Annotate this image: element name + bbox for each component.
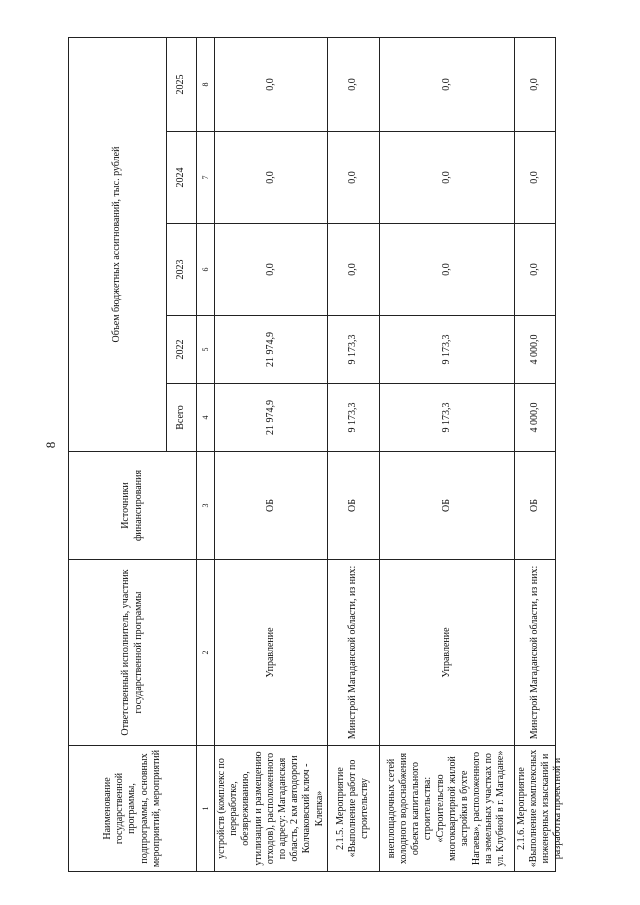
header-year-2025: 2025 [167,38,197,132]
row-2024: 0,0 [514,132,555,224]
header-year-2023: 2023 [167,224,197,316]
header-name: Наименование государственной программы, подпрограммы, основных мероприятий, мероприятий [69,746,197,872]
column-index: 1 [197,746,215,872]
column-index: 3 [197,452,215,560]
header-source: Источники финансирования [69,452,197,560]
row-source: ОБ [379,452,514,560]
row-2024: 0,0 [215,132,328,224]
header-total: Всего [167,384,197,452]
row-2025: 0,0 [215,38,328,132]
row-2022: 4 000,0 [514,316,555,384]
column-index: 7 [197,132,215,224]
row-source: ОБ [215,452,328,560]
column-index: 6 [197,224,215,316]
rotated-page [68,38,564,872]
row-2023: 0,0 [379,224,514,316]
row-total: 9 173,3 [327,384,379,452]
row-2022: 9 173,3 [327,316,379,384]
page-number: 8 [43,441,58,449]
header-volume: Объем бюджетных ассигнований, тыс. рублей [69,38,167,452]
row-name: внеплощадочных сетей холодного водоснабжения объекта капитального строительства: «Строительство многоквартирной жилой застройки в бухте Нагаева», расположенного на земельных участках по ул. Клубной в г. Магадане» [379,746,514,872]
row-total: 21 974,9 [215,384,328,452]
header-year-2024: 2024 [167,132,197,224]
row-name-cell [514,746,564,872]
row-2024: 0,0 [327,132,379,224]
row-name: 2.1.5. Мероприятие «Выполнение работ по строительству [327,746,379,872]
row-total: 4 000,0 [514,384,555,452]
row-2025: 0,0 [379,38,514,132]
table-row [514,38,555,872]
row-total: 9 173,3 [379,384,514,452]
table-row [379,38,514,872]
budget-table [68,37,564,872]
row-executor: Управление [215,560,328,746]
header-year-2022: 2022 [167,316,197,384]
table-row [327,38,379,872]
row-name: 2.1.6. Мероприятие «Выполнение комплексных инженерных изысканий и разработка проектной и [515,749,564,868]
row-2023: 0,0 [215,224,328,316]
row-source: ОБ [327,452,379,560]
row-2023: 0,0 [327,224,379,316]
row-executor: Минстрой Магаданской области, из них: [327,560,379,746]
row-source: ОБ [514,452,555,560]
row-2023: 0,0 [514,224,555,316]
column-index: 5 [197,316,215,384]
row-2025: 0,0 [514,38,555,132]
row-name: устройств (комплекс по переработке, обезвреживанию, утилизации и размещению отходов), расположенного по адресу: Магаданская область, 2 км автодороги Колчаковский ключ - Клепка» [215,746,328,872]
column-index: 2 [197,560,215,746]
table-row [215,38,328,872]
column-index-row [197,38,215,872]
row-2024: 0,0 [379,132,514,224]
row-2022: 9 173,3 [379,316,514,384]
row-executor: Управление [379,560,514,746]
column-index: 8 [197,38,215,132]
header-executor: Ответственный исполнитель, участник государственной программы [69,560,197,746]
row-2025: 0,0 [327,38,379,132]
row-2022: 21 974,9 [215,316,328,384]
column-index: 4 [197,384,215,452]
row-executor: Минстрой Магаданской области, из них: [514,560,555,746]
